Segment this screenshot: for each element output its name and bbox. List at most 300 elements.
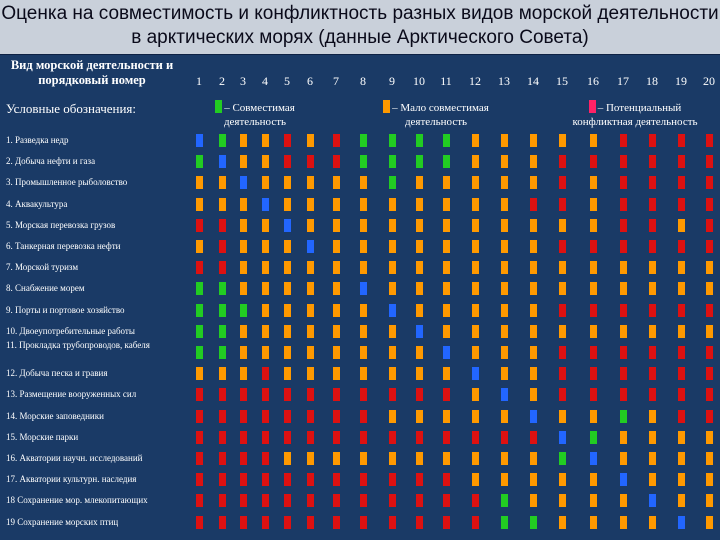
matrix-cell [559, 176, 566, 189]
matrix-cell [443, 282, 450, 295]
matrix-cell [360, 240, 367, 253]
matrix-cell [360, 219, 367, 232]
matrix-cell [559, 261, 566, 274]
matrix-cell [389, 516, 396, 529]
matrix-cell [196, 176, 203, 189]
matrix-cell [389, 452, 396, 465]
matrix-cell [240, 240, 247, 253]
matrix-cell [240, 155, 247, 168]
column-number: 19 [675, 74, 687, 88]
matrix-cell [360, 304, 367, 317]
matrix-cell [590, 410, 597, 423]
matrix-cell [501, 473, 508, 486]
matrix-cell [219, 494, 226, 507]
matrix-cell [443, 176, 450, 189]
matrix-cell [284, 388, 291, 401]
matrix-cell [501, 367, 508, 380]
matrix-cell [559, 516, 566, 529]
matrix-cell [706, 325, 713, 338]
matrix-cell [307, 367, 314, 380]
matrix-cell [196, 473, 203, 486]
matrix-cell [262, 473, 269, 486]
matrix-cell [333, 176, 340, 189]
matrix-cell [360, 431, 367, 444]
matrix-cell [389, 134, 396, 147]
matrix-cell [196, 346, 203, 359]
row-label: 3. Промышленное рыболовство [6, 177, 128, 188]
matrix-cell [559, 452, 566, 465]
matrix-cell [649, 452, 656, 465]
matrix-cell [262, 134, 269, 147]
matrix-cell [501, 388, 508, 401]
matrix-cell [240, 452, 247, 465]
matrix-cell [333, 261, 340, 274]
matrix-cell [649, 176, 656, 189]
matrix-cell [443, 473, 450, 486]
matrix-cell [219, 176, 226, 189]
matrix-cell [472, 431, 479, 444]
matrix-cell [620, 304, 627, 317]
matrix-cell [262, 219, 269, 232]
matrix-cell [240, 494, 247, 507]
matrix-cell [219, 155, 226, 168]
matrix-cell [472, 452, 479, 465]
matrix-cell [333, 304, 340, 317]
matrix-cell [443, 240, 450, 253]
legend-label: – Мало совместимая деятельность [392, 102, 489, 128]
matrix-cell [416, 516, 423, 529]
matrix-cell [501, 240, 508, 253]
matrix-cell [360, 346, 367, 359]
matrix-cell [284, 494, 291, 507]
matrix-cell [196, 367, 203, 380]
matrix-cell [530, 134, 537, 147]
matrix-cell [620, 282, 627, 295]
matrix-cell [284, 452, 291, 465]
matrix-cell [620, 388, 627, 401]
column-number: 10 [413, 74, 425, 88]
matrix-cell [620, 516, 627, 529]
matrix-cell [262, 261, 269, 274]
matrix-cell [389, 431, 396, 444]
matrix-cell [333, 219, 340, 232]
matrix-cell [284, 431, 291, 444]
matrix-cell [530, 473, 537, 486]
row-label: 19 Сохранение морских птиц [6, 516, 119, 527]
matrix-cell [501, 516, 508, 529]
matrix-cell [706, 367, 713, 380]
matrix-cell [559, 282, 566, 295]
matrix-cell [360, 282, 367, 295]
matrix-cell [360, 516, 367, 529]
matrix-cell [530, 282, 537, 295]
matrix-cell [620, 198, 627, 211]
matrix-cell [706, 240, 713, 253]
matrix-cell [360, 388, 367, 401]
matrix-cell [416, 452, 423, 465]
matrix-cell [389, 304, 396, 317]
matrix-cell [649, 494, 656, 507]
matrix-cell [262, 304, 269, 317]
matrix-cell [389, 155, 396, 168]
matrix-cell [333, 388, 340, 401]
matrix-cell [416, 219, 423, 232]
matrix-cell [389, 494, 396, 507]
column-number: 18 [646, 74, 658, 88]
matrix-cell [559, 410, 566, 423]
matrix-cell [530, 261, 537, 274]
matrix-cell [307, 176, 314, 189]
legend-header: Условные обозначения: [6, 101, 137, 116]
matrix-cell [262, 452, 269, 465]
matrix-cell [240, 261, 247, 274]
matrix-cell [678, 261, 685, 274]
matrix-cell [590, 388, 597, 401]
column-number: 4 [262, 74, 268, 88]
matrix-cell [307, 452, 314, 465]
matrix-cell [678, 198, 685, 211]
matrix-cell [559, 240, 566, 253]
matrix-cell [333, 516, 340, 529]
matrix-cell [590, 304, 597, 317]
matrix-cell [501, 431, 508, 444]
matrix-cell [678, 473, 685, 486]
matrix-cell [333, 473, 340, 486]
matrix-cell [590, 155, 597, 168]
matrix-cell [262, 176, 269, 189]
matrix-cell [284, 261, 291, 274]
matrix-cell [196, 304, 203, 317]
matrix-cell [307, 240, 314, 253]
matrix-cell [360, 452, 367, 465]
matrix-cell [678, 304, 685, 317]
matrix-cell [678, 452, 685, 465]
matrix-cell [443, 155, 450, 168]
matrix-cell [307, 431, 314, 444]
matrix-cell [389, 282, 396, 295]
matrix-cell [262, 155, 269, 168]
matrix-cell [416, 176, 423, 189]
matrix-cell [678, 219, 685, 232]
matrix-cell [262, 388, 269, 401]
matrix-cell [501, 304, 508, 317]
matrix-cell [219, 219, 226, 232]
matrix-cell [389, 367, 396, 380]
matrix-cell [240, 176, 247, 189]
matrix-cell [416, 240, 423, 253]
matrix-cell [706, 388, 713, 401]
matrix-cell [649, 431, 656, 444]
matrix-cell [360, 473, 367, 486]
matrix-cell [443, 346, 450, 359]
matrix-cell [649, 388, 656, 401]
matrix-cell [590, 261, 597, 274]
matrix-cell [620, 367, 627, 380]
row-label: 10. Двоеупотребительные работы [6, 325, 135, 336]
matrix-cell [240, 325, 247, 338]
matrix-cell [284, 473, 291, 486]
matrix-cell [443, 494, 450, 507]
matrix-cell [262, 240, 269, 253]
matrix-cell [240, 516, 247, 529]
matrix-cell [590, 516, 597, 529]
matrix-cell [240, 367, 247, 380]
matrix-cell [501, 410, 508, 423]
matrix-cell [333, 282, 340, 295]
matrix-cell [307, 410, 314, 423]
matrix-cell [706, 346, 713, 359]
matrix-cell [649, 155, 656, 168]
matrix-cell [620, 473, 627, 486]
matrix-cell [501, 176, 508, 189]
matrix-cell [416, 198, 423, 211]
matrix-cell [472, 198, 479, 211]
matrix-cell [443, 134, 450, 147]
matrix-cell [389, 261, 396, 274]
matrix-cell [307, 261, 314, 274]
matrix-cell [678, 516, 685, 529]
matrix-cell [219, 410, 226, 423]
matrix-cell [196, 516, 203, 529]
matrix-cell [416, 431, 423, 444]
matrix-cell [389, 176, 396, 189]
column-number: 6 [307, 74, 313, 88]
matrix-cell [620, 261, 627, 274]
matrix-cell [678, 431, 685, 444]
matrix-cell [443, 431, 450, 444]
matrix-cell [360, 367, 367, 380]
matrix-cell [443, 219, 450, 232]
matrix-cell [416, 410, 423, 423]
matrix-cell [706, 261, 713, 274]
matrix-cell [240, 198, 247, 211]
row-label: 13. Размещение вооруженных сил [6, 389, 137, 400]
matrix-cell [590, 240, 597, 253]
matrix-cell [219, 388, 226, 401]
matrix-cell [530, 516, 537, 529]
matrix-cell [284, 176, 291, 189]
matrix-cell [333, 134, 340, 147]
matrix-cell [706, 410, 713, 423]
matrix-cell [649, 367, 656, 380]
matrix-cell [590, 198, 597, 211]
matrix-cell [472, 134, 479, 147]
matrix-cell [219, 473, 226, 486]
column-number: 7 [333, 74, 339, 88]
matrix-cell [678, 282, 685, 295]
row-label: 16. Акватории научн. исследований [6, 453, 143, 463]
matrix-cell [443, 367, 450, 380]
matrix-cell [530, 176, 537, 189]
matrix-cell [472, 219, 479, 232]
column-number: 5 [284, 74, 290, 88]
matrix-cell [196, 155, 203, 168]
matrix-cell [307, 325, 314, 338]
matrix-cell [678, 367, 685, 380]
matrix-cell [196, 198, 203, 211]
matrix-cell [443, 516, 450, 529]
matrix-cell [620, 240, 627, 253]
matrix-cell [416, 304, 423, 317]
matrix-cell [590, 494, 597, 507]
matrix-cell [416, 155, 423, 168]
matrix-cell [472, 367, 479, 380]
matrix-cell [307, 304, 314, 317]
matrix-cell [333, 494, 340, 507]
legend-swatch [589, 100, 596, 113]
matrix-cell [284, 516, 291, 529]
activity-header: Вид морской деятельности и порядковый номер [10, 58, 174, 87]
row-label: 11. Прокладка трубопроводов, кабеля [6, 340, 150, 350]
matrix-cell [240, 431, 247, 444]
matrix-cell [196, 219, 203, 232]
matrix-cell [649, 325, 656, 338]
matrix-cell [472, 304, 479, 317]
matrix-cell [530, 494, 537, 507]
matrix-cell [678, 388, 685, 401]
row-label: 8. Снабжение морем [6, 283, 85, 294]
row-label: 2. Добыча нефти и газа [6, 156, 96, 167]
matrix-cell [219, 431, 226, 444]
matrix-cell [307, 198, 314, 211]
matrix-cell [530, 325, 537, 338]
matrix-cell [559, 304, 566, 317]
matrix-cell [472, 494, 479, 507]
column-number: 20 [703, 74, 715, 88]
matrix-cell [620, 431, 627, 444]
matrix-cell [501, 198, 508, 211]
matrix-cell [530, 155, 537, 168]
matrix-cell [443, 452, 450, 465]
legend-swatch [215, 100, 222, 113]
matrix-cell [333, 431, 340, 444]
matrix-cell [472, 261, 479, 274]
row-label: 7. Морской туризм [6, 262, 79, 273]
matrix-cell [620, 176, 627, 189]
matrix-cell [559, 473, 566, 486]
row-label: 15. Морские парки [6, 431, 79, 442]
legend-label: – Совместимая деятельность [223, 102, 295, 128]
matrix-cell [307, 346, 314, 359]
matrix-cell [649, 282, 656, 295]
matrix-cell [360, 176, 367, 189]
column-number: 15 [556, 74, 568, 88]
matrix-cell [219, 261, 226, 274]
matrix-cell [706, 282, 713, 295]
matrix-cell [706, 452, 713, 465]
column-number: 8 [360, 74, 366, 88]
matrix-cell [678, 176, 685, 189]
matrix-cell [501, 325, 508, 338]
matrix-cell [219, 240, 226, 253]
matrix-cell [559, 134, 566, 147]
matrix-cell [284, 367, 291, 380]
matrix-cell [240, 282, 247, 295]
matrix-cell [240, 410, 247, 423]
matrix-cell [219, 282, 226, 295]
matrix-cell [678, 155, 685, 168]
column-number: 16 [587, 74, 599, 88]
matrix-cell [649, 261, 656, 274]
matrix-cell [307, 155, 314, 168]
matrix-cell [284, 325, 291, 338]
matrix-cell [262, 516, 269, 529]
matrix-cell [649, 473, 656, 486]
matrix-cell [620, 134, 627, 147]
matrix-cell [262, 325, 269, 338]
row-label: 5. Морская перевозка грузов [6, 219, 116, 230]
matrix-cell [240, 134, 247, 147]
matrix-cell [649, 516, 656, 529]
matrix-cell [559, 431, 566, 444]
matrix-cell [530, 367, 537, 380]
matrix-cell [678, 494, 685, 507]
matrix-cell [678, 325, 685, 338]
matrix-cell [416, 261, 423, 274]
matrix-cell [559, 388, 566, 401]
matrix-cell [333, 410, 340, 423]
matrix-cell [284, 346, 291, 359]
matrix-cell [590, 473, 597, 486]
matrix-cell [530, 240, 537, 253]
legend-label: – Потенциальный конфликтная деятельность [572, 102, 698, 128]
column-number: 13 [498, 74, 510, 88]
matrix-cell [416, 473, 423, 486]
matrix-cell [389, 198, 396, 211]
matrix-cell [443, 304, 450, 317]
divider [0, 54, 720, 55]
matrix-cell [501, 494, 508, 507]
matrix-cell [678, 346, 685, 359]
legend-swatch [383, 100, 390, 113]
matrix-cell [196, 134, 203, 147]
matrix-cell [262, 367, 269, 380]
matrix-cell [620, 219, 627, 232]
matrix-cell [590, 219, 597, 232]
matrix-cell [333, 452, 340, 465]
matrix-cell [472, 388, 479, 401]
column-number: 12 [469, 74, 481, 88]
legend-item [560, 100, 710, 129]
matrix-cell [559, 494, 566, 507]
matrix-cell [590, 176, 597, 189]
column-number: 2 [219, 74, 225, 88]
matrix-cell [472, 176, 479, 189]
matrix-cell [262, 198, 269, 211]
matrix-cell [416, 388, 423, 401]
matrix-cell [196, 452, 203, 465]
matrix-cell [501, 282, 508, 295]
matrix-cell [649, 346, 656, 359]
matrix-cell [443, 388, 450, 401]
matrix-cell [706, 134, 713, 147]
matrix-cell [196, 240, 203, 253]
matrix-cell [443, 325, 450, 338]
matrix-cell [501, 452, 508, 465]
matrix-cell [706, 473, 713, 486]
matrix-cell [196, 325, 203, 338]
matrix-cell [389, 325, 396, 338]
matrix-cell [530, 304, 537, 317]
matrix-cell [559, 325, 566, 338]
matrix-cell [706, 219, 713, 232]
matrix-cell [360, 325, 367, 338]
matrix-cell [530, 410, 537, 423]
matrix-cell [706, 176, 713, 189]
matrix-cell [333, 325, 340, 338]
matrix-cell [389, 346, 396, 359]
matrix-cell [389, 240, 396, 253]
